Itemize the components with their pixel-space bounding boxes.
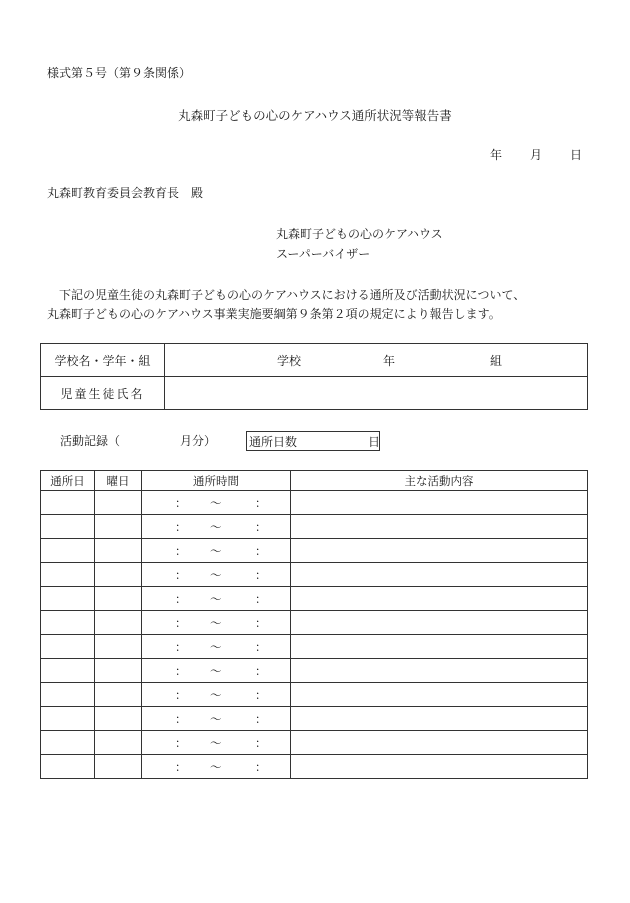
school-unit: 学校	[277, 354, 302, 368]
class-unit: 組	[490, 354, 503, 368]
name-row	[41, 377, 588, 410]
name-label: 児童生徒氏名	[41, 377, 165, 410]
log-row	[41, 731, 588, 755]
log-time-cell[interactable]	[142, 755, 291, 779]
log-date-cell[interactable]	[41, 659, 95, 683]
log-time-cell[interactable]	[142, 635, 291, 659]
log-date-cell[interactable]	[41, 539, 95, 563]
log-time-cell[interactable]	[142, 683, 291, 707]
time-range-tilde: ～	[210, 616, 222, 630]
log-time-cell[interactable]	[142, 659, 291, 683]
time-start-colon: ：	[175, 688, 187, 702]
attendance-days-label: 通所日数	[249, 435, 298, 449]
log-activity-cell[interactable]	[291, 635, 588, 659]
activity-log-table	[40, 470, 588, 779]
time-end-colon: ：	[255, 544, 267, 558]
time-range-tilde: ～	[210, 712, 222, 726]
log-activity-cell[interactable]	[291, 731, 588, 755]
log-date-cell[interactable]	[41, 611, 95, 635]
header-attendance-date: 通所日	[41, 471, 95, 491]
log-weekday-cell[interactable]	[95, 683, 142, 707]
sender-organization: 丸森町子どもの心のケアハウス	[276, 227, 443, 241]
time-start-colon: ：	[175, 592, 187, 606]
time-range-tilde: ～	[210, 520, 222, 534]
time-start-colon: ：	[175, 544, 187, 558]
log-weekday-cell[interactable]	[95, 635, 142, 659]
log-date-cell[interactable]	[41, 683, 95, 707]
time-start-colon: ：	[175, 520, 187, 534]
log-time-cell[interactable]	[142, 515, 291, 539]
log-row	[41, 563, 588, 587]
student-info-table	[40, 343, 588, 410]
sender-role: スーパーバイザー	[276, 247, 371, 261]
log-date-cell[interactable]	[41, 707, 95, 731]
log-date-cell[interactable]	[41, 755, 95, 779]
time-start-colon: ：	[175, 712, 187, 726]
time-start-colon: ：	[175, 760, 187, 774]
log-row	[41, 611, 588, 635]
log-activity-cell[interactable]	[291, 491, 588, 515]
log-activity-cell[interactable]	[291, 611, 588, 635]
time-end-colon: ：	[255, 568, 267, 582]
log-row	[41, 659, 588, 683]
log-weekday-cell[interactable]	[95, 491, 142, 515]
time-end-colon: ：	[255, 496, 267, 510]
log-weekday-cell[interactable]	[95, 563, 142, 587]
time-start-colon: ：	[175, 568, 187, 582]
time-end-colon: ：	[255, 688, 267, 702]
log-row	[41, 491, 588, 515]
time-end-colon: ：	[255, 712, 267, 726]
grade-unit: 年	[383, 354, 396, 368]
time-end-colon: ：	[255, 640, 267, 654]
body-text-line-2: 丸森町子どもの心のケアハウス事業実施要綱第９条第２項の規定により報告します。	[47, 307, 501, 321]
log-row	[41, 539, 588, 563]
log-weekday-cell[interactable]	[95, 587, 142, 611]
log-weekday-cell[interactable]	[95, 755, 142, 779]
log-activity-cell[interactable]	[291, 755, 588, 779]
log-weekday-cell[interactable]	[95, 731, 142, 755]
log-row	[41, 707, 588, 731]
time-start-colon: ：	[175, 616, 187, 630]
log-time-cell[interactable]	[142, 587, 291, 611]
attendance-days-unit: 日	[368, 435, 381, 449]
time-range-tilde: ～	[210, 496, 222, 510]
time-end-colon: ：	[255, 664, 267, 678]
activity-record-label: 活動記録（	[60, 434, 121, 448]
time-end-colon: ：	[255, 616, 267, 630]
log-time-cell[interactable]	[142, 539, 291, 563]
log-time-cell[interactable]	[142, 707, 291, 731]
log-activity-cell[interactable]	[291, 563, 588, 587]
header-main-activities: 主な活動内容	[291, 471, 588, 491]
time-end-colon: ：	[255, 736, 267, 750]
log-time-cell[interactable]	[142, 563, 291, 587]
log-activity-cell[interactable]	[291, 683, 588, 707]
header-weekday: 曜日	[95, 471, 142, 491]
log-weekday-cell[interactable]	[95, 659, 142, 683]
time-start-colon: ：	[175, 664, 187, 678]
time-range-tilde: ～	[210, 544, 222, 558]
log-weekday-cell[interactable]	[95, 611, 142, 635]
header-attendance-time: 通所時間	[142, 471, 291, 491]
log-date-cell[interactable]	[41, 731, 95, 755]
time-range-tilde: ～	[210, 760, 222, 774]
log-activity-cell[interactable]	[291, 539, 588, 563]
log-row	[41, 635, 588, 659]
form-number: 様式第５号（第９条関係）	[47, 66, 192, 80]
log-activity-cell[interactable]	[291, 659, 588, 683]
time-range-tilde: ～	[210, 736, 222, 750]
log-activity-cell[interactable]	[291, 707, 588, 731]
log-date-cell[interactable]	[41, 515, 95, 539]
log-header-row	[41, 471, 588, 491]
school-row	[41, 344, 588, 377]
name-field[interactable]	[165, 377, 588, 410]
log-activity-cell[interactable]	[291, 587, 588, 611]
log-date-cell[interactable]	[41, 563, 95, 587]
log-weekday-cell[interactable]	[95, 539, 142, 563]
log-date-cell[interactable]	[41, 491, 95, 515]
log-time-cell[interactable]	[142, 491, 291, 515]
addressee: 丸森町教育委員会教育長 殿	[47, 186, 204, 200]
school-field[interactable]	[165, 344, 588, 377]
log-weekday-cell[interactable]	[95, 515, 142, 539]
log-activity-cell[interactable]	[291, 515, 588, 539]
school-label: 学校名・学年・組	[41, 344, 165, 377]
log-date-cell[interactable]	[41, 587, 95, 611]
time-start-colon: ：	[175, 496, 187, 510]
log-date-cell[interactable]	[41, 635, 95, 659]
time-start-colon: ：	[175, 736, 187, 750]
activity-month-unit: 月分）	[180, 434, 217, 448]
log-row	[41, 515, 588, 539]
time-range-tilde: ～	[210, 688, 222, 702]
time-range-tilde: ～	[210, 640, 222, 654]
log-weekday-cell[interactable]	[95, 707, 142, 731]
attendance-days-box[interactable]	[246, 431, 380, 451]
time-end-colon: ：	[255, 520, 267, 534]
date-year-label: 年	[490, 148, 503, 162]
log-row	[41, 755, 588, 779]
time-start-colon: ：	[175, 640, 187, 654]
time-range-tilde: ～	[210, 592, 222, 606]
time-range-tilde: ～	[210, 568, 222, 582]
body-text-line-1: 下記の児童生徒の丸森町子どもの心のケアハウスにおける通所及び活動状況について、	[47, 288, 526, 302]
document-title: 丸森町子どもの心のケアハウス通所状況等報告書	[178, 108, 452, 123]
log-time-cell[interactable]	[142, 611, 291, 635]
log-row	[41, 587, 588, 611]
time-end-colon: ：	[255, 592, 267, 606]
time-range-tilde: ～	[210, 664, 222, 678]
date-day-label: 日	[570, 148, 583, 162]
log-row	[41, 683, 588, 707]
date-month-label: 月	[530, 148, 543, 162]
time-end-colon: ：	[255, 760, 267, 774]
log-time-cell[interactable]	[142, 731, 291, 755]
